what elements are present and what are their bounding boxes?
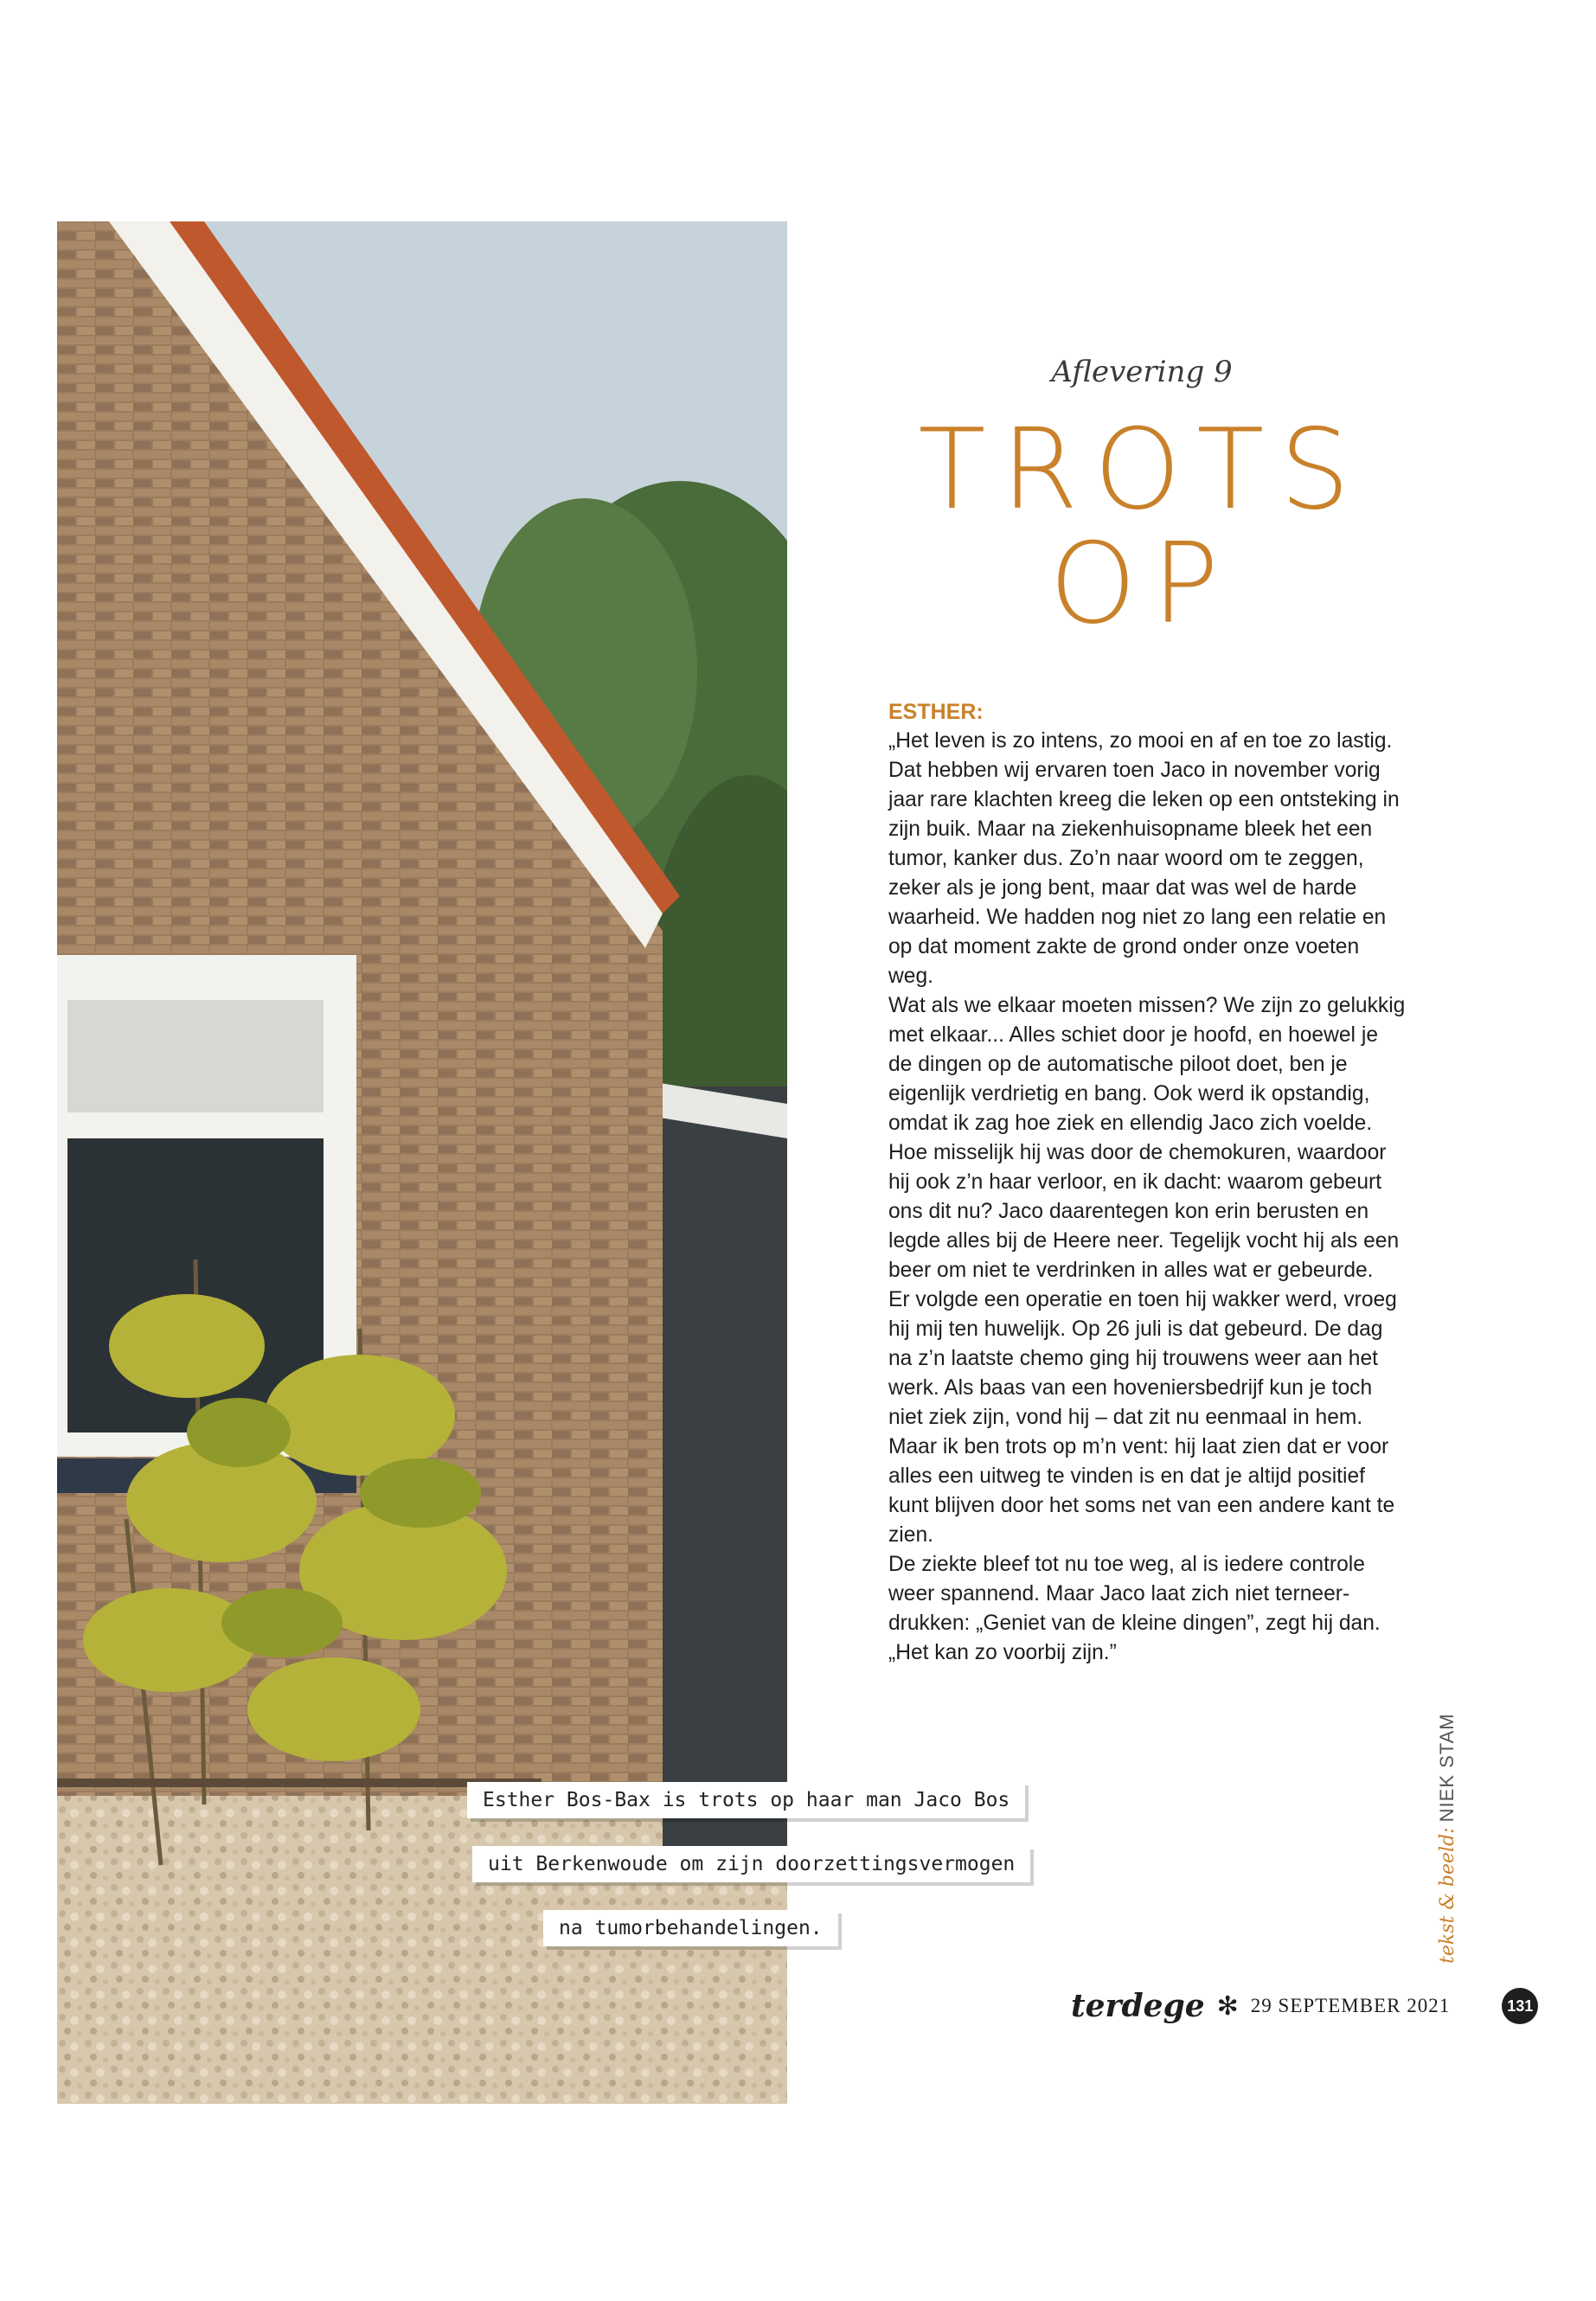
paragraph: De ziekte bleef tot nu toe weg, al is iedere controle weer spannend. Maar Jaco laat zich niet terneerdrukken: „Geniet van de kleine dingen”, zegt hij dan. „Het kan zo voorbij zijn.”	[888, 1553, 1381, 1664]
title-line-2: OP	[1049, 520, 1234, 649]
article-body	[888, 697, 1407, 1668]
asterisk-icon: ✻	[1216, 1991, 1239, 2021]
title-line-1: TROTS	[918, 406, 1366, 535]
magazine-brand: terdege	[1071, 1988, 1205, 2024]
caption-line-2: uit Berkenwoude om zijn doorzettingsvermogen	[472, 1846, 1030, 1882]
credit-name: NIEK STAM	[1436, 1713, 1458, 1823]
caption-line-3: na tumorbehandelingen.	[543, 1910, 838, 1946]
speaker-label: ESTHER:	[888, 700, 984, 724]
paragraph: „Het leven is zo intens, zo mooi en af en toe zo lastig. Dat hebben wij ervaren toen Jaco in november vorig jaar rare klachten kreeg die leken op een ontsteking in zijn buik. Maar na ziekenhuisopname bleek het een tumor, kanker dus. Zo’n naar woord om te zeggen, zeker als je jong bent, maar dat was wel de harde waarheid. We hadden nog niet zo lang een relatie en op dat moment zakte de grond onder onze voeten weg.	[888, 729, 1400, 988]
paragraph: Wat als we elkaar moeten missen? We zijn zo gelukkig met elkaar... Alles schiet door je hoofd, en hoewel je de dingen op de automatische piloot doet, ben je eigenlijk verdrietig en bang. Ook werd ik opstandig, omdat ik zag hoe ziek en ellendig Jaco zich voelde. Hoe misselijk hij was door de chemokuren, waardoor hij ook z’n haar verloor, en ik dacht: waarom gebeurt ons dit nu? Jaco daarentegen kon erin berusten en legde alles bij de Heere neer. Tegelijk vocht hij als een beer om niet te verdrinken in alles wat er gebeurde.	[888, 994, 1406, 1282]
house-photo	[57, 221, 787, 2104]
caption-line-1: Esther Bos-Bax is trots op haar man Jaco Bos	[467, 1782, 1025, 1818]
credit-label: tekst & beeld:	[1437, 1827, 1458, 1964]
article-title	[891, 406, 1393, 649]
page-footer	[1071, 1988, 1538, 2024]
issue-date: 29 SEPTEMBER 2021	[1250, 1995, 1451, 2016]
episode-label: Aflevering 9	[1051, 355, 1233, 389]
page-number: 131	[1502, 1988, 1538, 2024]
photo-credit	[1436, 1713, 1458, 1964]
paragraph: Er volgde een operatie en toen hij wakker werd, vroeg hij mij ten huwelijk. Op 26 juli is dat gebeurd. De dag na z’n laatste chemo ging hij trouwens weer aan het werk. Als baas van een hoveniersbedrijf kun je toch niet ziek zijn, vond hij – dat zit nu eenmaal in hem. Maar ik ben trots op m’n vent: hij laat zien dat er voor alles een uitweg te vinden is en dat je altijd positief kunt blijven door het soms net van een andere kant te zien.	[888, 1288, 1397, 1547]
